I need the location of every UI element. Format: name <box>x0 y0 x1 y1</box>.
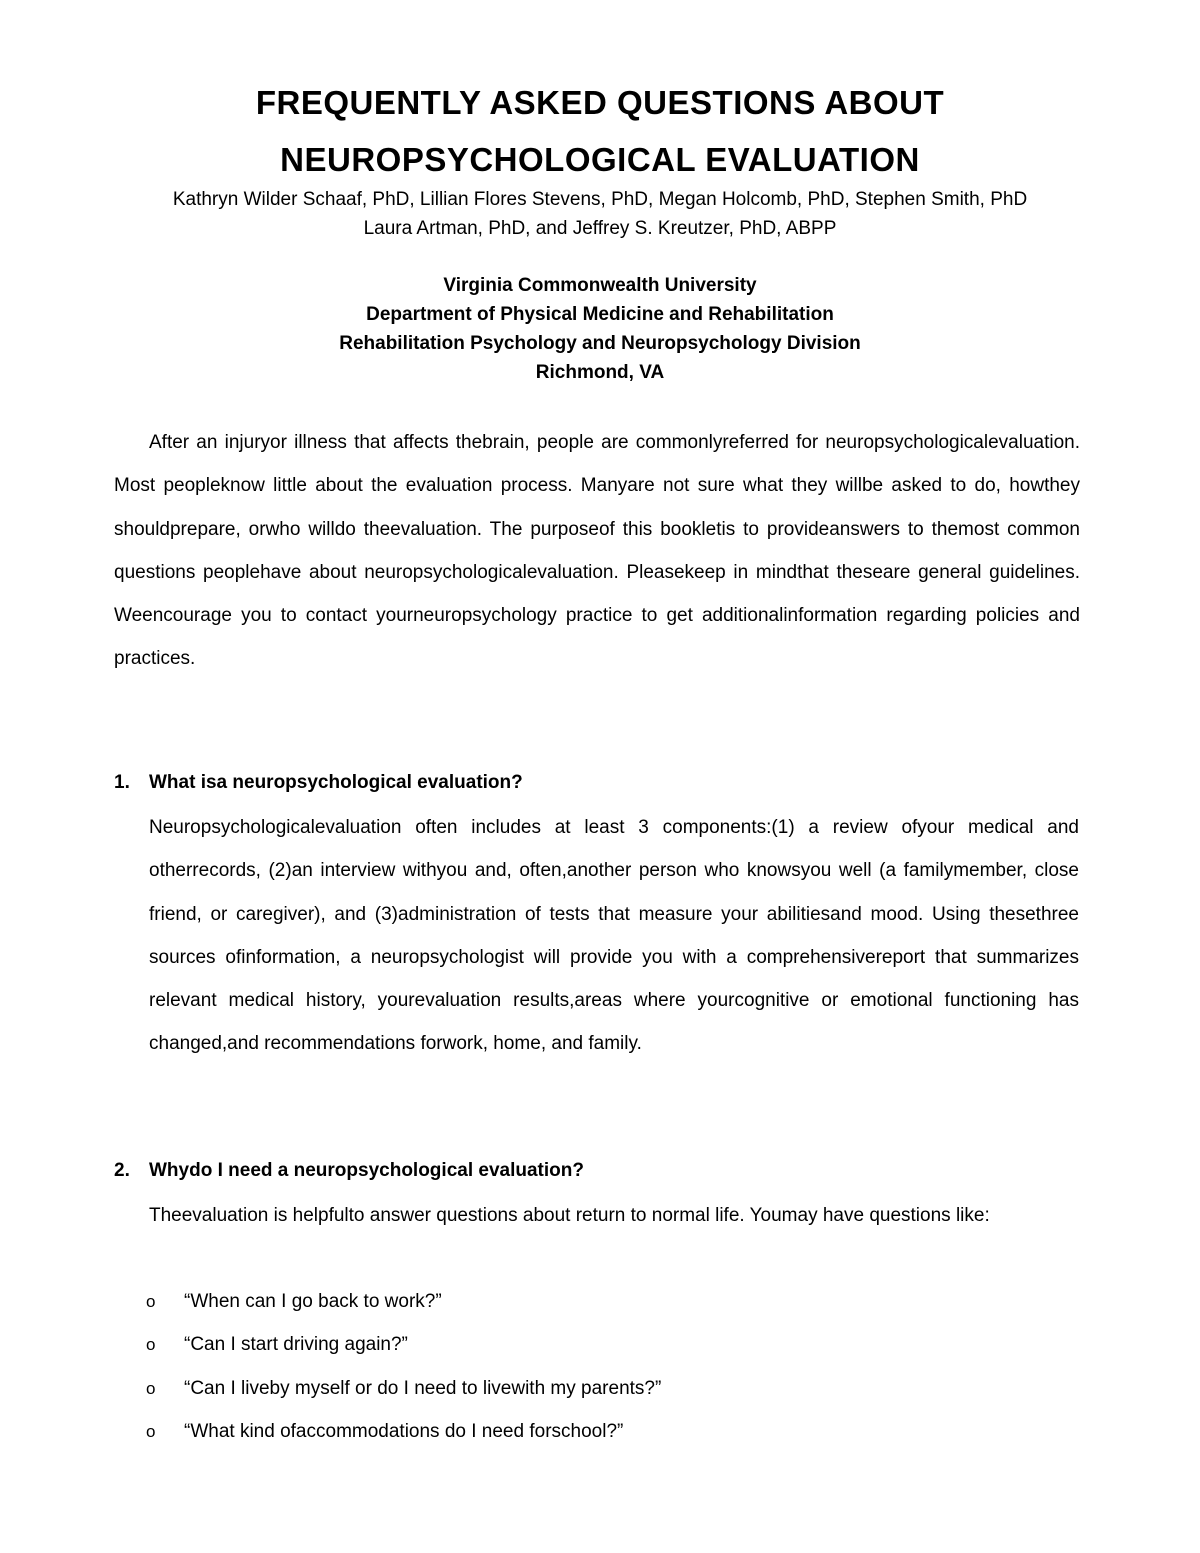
authors-line-2: Laura Artman, PhD, and Jeffrey S. Kreutzer, PhD, ABPP <box>363 218 837 239</box>
list-item <box>146 1323 1046 1366</box>
list-item-text: “Can I liveby myself or do I need to livewith my parents?” <box>184 1377 662 1399</box>
affiliation-university: Virginia Commonwealth University <box>443 275 757 296</box>
list-item <box>146 1410 1046 1453</box>
list-item <box>146 1280 1046 1323</box>
question-2-number: 2. <box>114 1160 130 1181</box>
question-2-answer: Theevaluation is helpfulto answer questions about return to normal life. Youmay have questions like: <box>149 1205 990 1226</box>
bullet-icon: o <box>146 1421 156 1441</box>
document-title-line-1: FREQUENTLY ASKED QUESTIONS ABOUT <box>255 84 945 121</box>
affiliation-department: Department of Physical Medicine and Rehabilitation <box>366 304 834 325</box>
list-item-text: “When can I go back to work?” <box>184 1291 442 1312</box>
bullet-icon: o <box>146 1292 156 1311</box>
question-1-answer: Neuropsychologicalevaluation often includes at least 3 components:(1) a review ofyour medical and otherrecords, (2)an interview withyou and, often,another person who knowsyou well (a familymember, close friend, or caregiver), and (3)administration of tests that measure your abilitiesand mood. Using thesethree sources ofinformation, a neuropsychologist will provide you with a comprehensivereport that summarizes relevant medical history, yourevaluation results,areas where yourcognitive or emotional functioning has changed,and recommendations forwork, home, and family. <box>149 817 1079 1055</box>
question-1-number: 1. <box>114 772 130 793</box>
list-item <box>146 1367 1046 1410</box>
affiliation-division: Rehabilitation Psychology and Neuropsychology Division <box>339 333 861 354</box>
bullet-icon: o <box>146 1378 156 1398</box>
intro-paragraph: After an injuryor illness that affects thebrain, people are commonlyreferred for neuropsychologicalevaluation. Most peopleknow little about the evaluation process. Manyare not sure what they willbe asked to do, howthey shouldprepare, orwho willdo theevaluation. The purposeof this bookletis to provideanswers to themost common questions peoplehave about neuropsychologicalevaluation. Pleasekeep in mindthat theseare general guidelines. Weencourage you to contact yourneuropsychology practice to get additionalinformation regarding policies and practices. <box>114 432 1080 670</box>
question-2-heading <box>114 1160 1074 1182</box>
list-item-text: “What kind ofaccommodations do I need forschool?” <box>184 1420 624 1442</box>
affiliation-location: Richmond, VA <box>535 362 665 383</box>
question-2-bullet-list <box>146 1280 1046 1453</box>
list-item-text: “Can I start driving again?” <box>184 1334 408 1356</box>
question-2-text: Whydo I need a neuropsychological evaluation? <box>149 1160 584 1181</box>
document-title-line-2: NEUROPSYCHOLOGICAL EVALUATION <box>280 141 920 178</box>
bullet-icon: o <box>146 1335 156 1355</box>
authors-line-1: Kathryn Wilder Schaaf, PhD, Lillian Flores Stevens, PhD, Megan Holcomb, PhD, Stephen Smith, PhD <box>172 189 1028 210</box>
question-1-heading <box>114 772 1074 794</box>
question-1-text: What isa neuropsychological evaluation? <box>149 772 523 793</box>
